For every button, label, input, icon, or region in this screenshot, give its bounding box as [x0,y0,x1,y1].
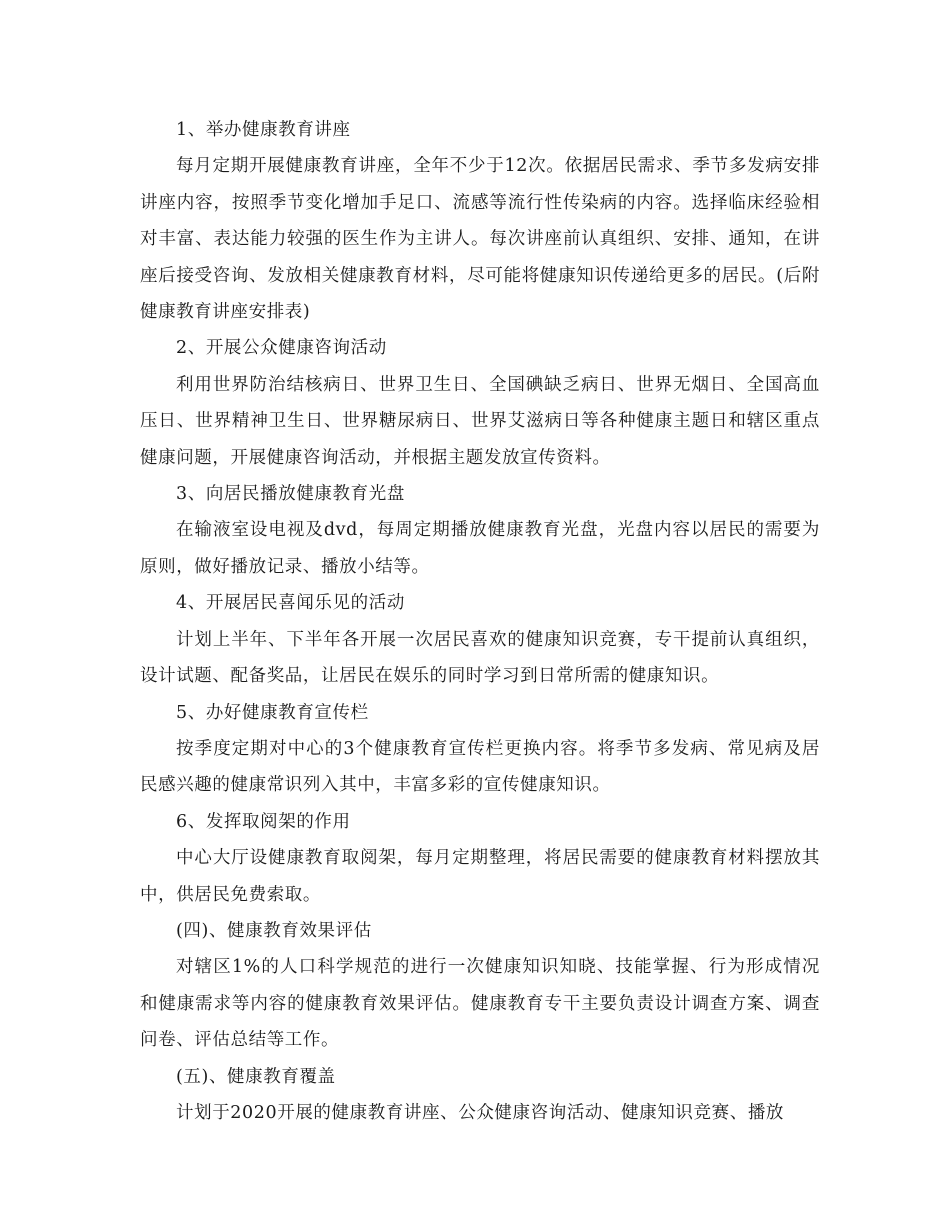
body-paragraph: 计划上半年、下半年各开展一次居民喜欢的健康知识竞赛，专干提前认真组织，设计试题、配备奖品，让居民在娱乐的同时学习到日常所需的健康知识。 [140,629,820,687]
section-heading: (四)、健康教育效果评估 [176,920,372,941]
body-paragraph: 对辖区1%的人口科学规范的进行一次健康知识知晓、技能掌握、行为形成情况和健康需求等内容的健康教育效果评估。健康教育专干主要负责设计调查方案、调查问卷、评估总结等工作。 [140,957,820,1051]
body-paragraph: 每月定期开展健康教育讲座，全年不少于12次。依据居民需求、季节多发病安排讲座内容，按照季节变化增加手足口、流感等流行性传染病的内容。选择临床经验相对丰富、表达能力较强的医生作为主讲人。每次讲座前认真组织、安排、通知，在讲座后接受咨询、发放相关健康教育材料，尽可能将健康知识传递给更多的居民。(后附健康教育讲座安排表) [140,156,820,323]
section-heading: 6、发挥取阅架的作用 [176,811,351,832]
body-paragraph: 按季度定期对中心的3个健康教育宣传栏更换内容。将季节多发病、常见病及居民感兴趣的健康常识列入其中，丰富多彩的宣传健康知识。 [140,738,820,796]
body-paragraph: 在输液室设电视及dvd，每周定期播放健康教育光盘，光盘内容以居民的需要为原则，做好播放记录、播放小结等。 [140,520,820,577]
section-heading: 1、举办健康教育讲座 [176,120,351,140]
body-paragraph: 利用世界防治结核病日、世界卫生日、全国碘缺乏病日、世界无烟日、全国高血压日、世界精神卫生日、世界糖尿病日、世界艾滋病日等各种健康主题日和辖区重点健康问题，开展健康咨询活动，并根据主题发放宣传资料。 [140,374,820,468]
body-paragraph: 计划于2020开展的健康教育讲座、公众健康咨询活动、健康知识竞赛、播放 [176,1102,785,1123]
section-heading: 2、开展公众健康咨询活动 [176,338,387,359]
section-heading: 3、向居民播放健康教育光盘 [176,484,405,505]
section-heading: (五)、健康教育覆盖 [176,1066,336,1087]
section-heading: 4、开展居民喜闻乐见的活动 [176,593,405,614]
section-heading: 5、办好健康教育宣传栏 [176,702,369,723]
document-body [140,112,820,1131]
body-paragraph: 中心大厅设健康教育取阅架，每月定期整理，将居民需要的健康教育材料摆放其中，供居民免费索取。 [140,848,820,905]
